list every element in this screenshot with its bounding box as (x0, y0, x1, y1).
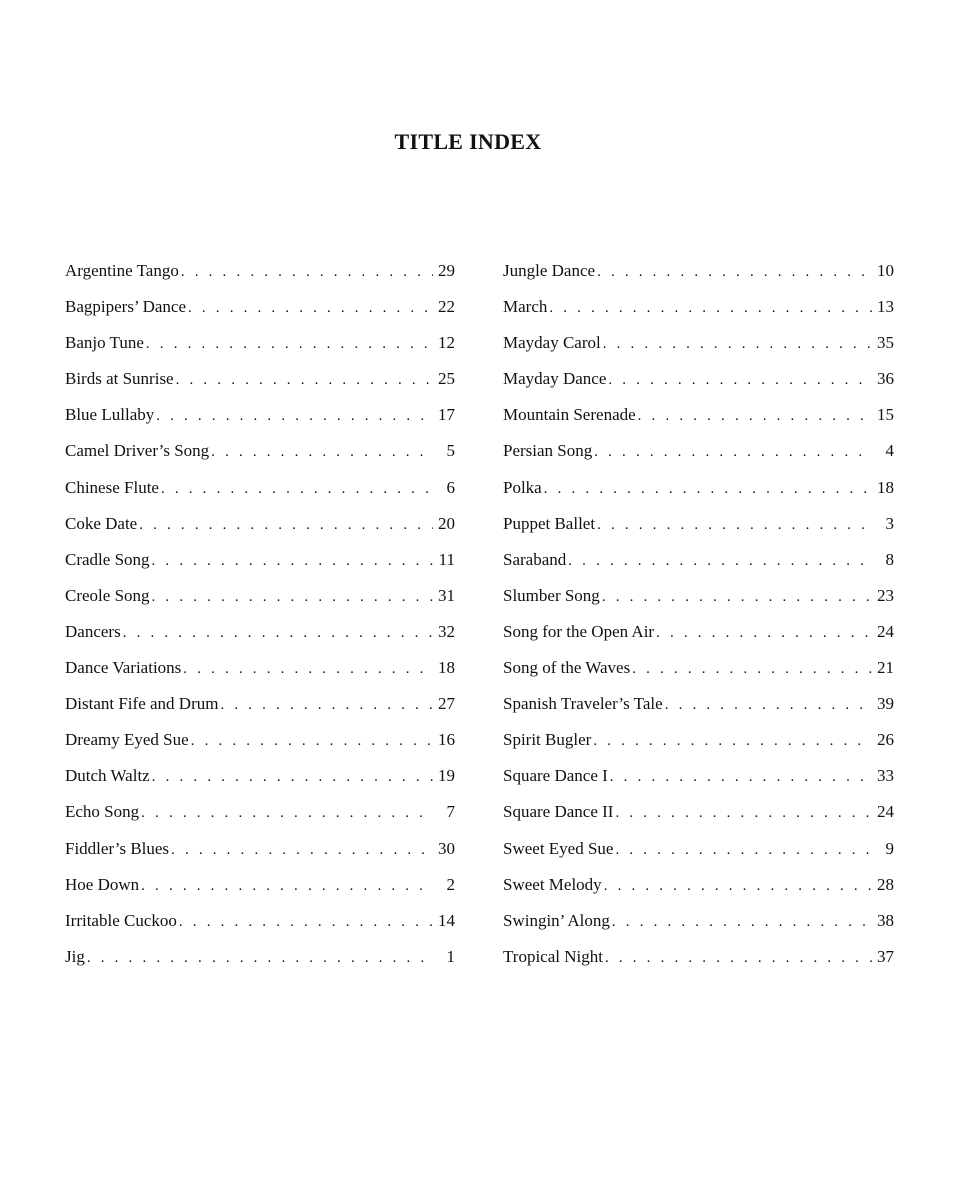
entry-page-number: 23 (877, 585, 894, 605)
entry-title: Birds at Sunrise (65, 369, 174, 389)
index-entry (65, 834, 455, 870)
entry-title: Slumber Song (503, 585, 600, 605)
entry-page-number: 20 (438, 513, 455, 533)
entry-title: Square Dance II (503, 802, 614, 822)
dot-leader (161, 474, 433, 504)
entry-title: Dreamy Eyed Sue (65, 730, 189, 750)
dot-leader (594, 437, 872, 467)
entry-title: Dutch Waltz (65, 766, 150, 786)
index-entry (65, 617, 455, 653)
entry-title: Sweet Melody (503, 874, 602, 894)
index-entry (503, 906, 894, 942)
dot-leader (87, 943, 433, 973)
entry-page-number: 37 (877, 946, 894, 966)
entry-title: Mayday Carol (503, 333, 601, 353)
index-entry (503, 761, 894, 797)
entry-page-number: 18 (877, 477, 894, 497)
entry-page-number: 10 (877, 261, 894, 280)
entry-page-number: 26 (877, 730, 894, 750)
dot-leader (141, 871, 433, 901)
dot-leader (156, 401, 433, 431)
entry-title: Spirit Bugler (503, 730, 592, 750)
entry-page-number: 21 (877, 658, 894, 678)
dot-leader (188, 293, 433, 323)
index-entry (65, 942, 455, 978)
entry-title: Dance Variations (65, 658, 182, 678)
entry-title: Polka (503, 477, 542, 497)
entry-page-number: 38 (877, 910, 894, 930)
entry-page-number: 19 (438, 766, 455, 786)
entry-title: Echo Song (65, 802, 140, 822)
entry-title: Camel Driver’s Song (65, 441, 210, 461)
index-entry (503, 509, 894, 545)
index-entry (65, 653, 455, 689)
dot-leader (593, 726, 872, 756)
index-entry (65, 761, 455, 797)
index-entry (503, 581, 894, 617)
dot-leader (220, 690, 433, 720)
index-entry (503, 942, 894, 978)
entry-title: Blue Lullaby (65, 405, 155, 425)
entry-page-number: 3 (885, 513, 894, 533)
dot-leader (597, 257, 872, 287)
entry-page-number: 15 (877, 405, 894, 425)
dot-leader (665, 690, 872, 720)
dot-leader (123, 618, 433, 648)
entry-page-number: 12 (438, 333, 455, 353)
dot-leader (632, 654, 872, 684)
entry-title: Creole Song (65, 585, 150, 605)
dot-leader (139, 510, 433, 540)
entry-page-number: 9 (885, 838, 894, 858)
entry-page-number: 31 (438, 585, 455, 605)
dot-leader (183, 654, 433, 684)
entry-page-number: 35 (877, 333, 894, 353)
entry-title: Song for the Open Air (503, 621, 655, 641)
index-entry (65, 725, 455, 761)
entry-page-number: 17 (438, 405, 455, 425)
index-entry (503, 436, 894, 472)
index-entry (65, 436, 455, 472)
entry-title: Mountain Serenade (503, 405, 636, 425)
entry-page-number: 1 (446, 946, 455, 966)
dot-leader (610, 762, 872, 792)
entry-page-number: 6 (446, 477, 455, 497)
entry-page-number: 8 (885, 549, 894, 569)
entry-title: Cradle Song (65, 549, 150, 569)
dot-leader (603, 329, 872, 359)
entry-title: Bagpipers’ Dance (65, 297, 186, 317)
entry-title: Coke Date (65, 513, 138, 533)
entry-title: Chinese Flute (65, 477, 159, 497)
entry-title: Tropical Night (503, 946, 603, 966)
entry-page-number: 30 (438, 838, 455, 858)
dot-leader (191, 726, 433, 756)
index-entry (65, 364, 455, 400)
entry-title: March (503, 297, 548, 317)
index-column-right (503, 256, 894, 978)
entry-title: Square Dance I (503, 766, 608, 786)
index-entry (65, 545, 455, 581)
entry-page-number: 4 (885, 441, 894, 461)
entry-title: Swingin’ Along (503, 910, 610, 930)
dot-leader (638, 401, 872, 431)
entry-page-number: 13 (877, 297, 894, 317)
dot-leader (181, 257, 433, 287)
dot-leader (176, 365, 433, 395)
entry-page-number: 11 (438, 549, 455, 569)
entry-page-number: 24 (877, 802, 894, 822)
index-entry (65, 581, 455, 617)
dot-leader (615, 798, 872, 828)
dot-leader (146, 329, 433, 359)
index-entry (503, 328, 894, 364)
dot-leader (612, 907, 872, 937)
entry-title: Irritable Cuckoo (65, 910, 177, 930)
index-entry (65, 292, 455, 328)
entry-page-number: 36 (877, 369, 894, 389)
dot-leader (608, 365, 872, 395)
index-entry (503, 473, 894, 509)
dot-leader (605, 943, 872, 973)
entry-title: Banjo Tune (65, 333, 144, 353)
entry-title: Argentine Tango (65, 261, 179, 280)
entry-page-number: 22 (438, 297, 455, 317)
index-entry (65, 797, 455, 833)
entry-title: Fiddler’s Blues (65, 838, 170, 858)
index-entry (65, 256, 455, 292)
entry-page-number: 33 (877, 766, 894, 786)
dot-leader (211, 437, 433, 467)
dot-leader (141, 798, 433, 828)
index-entry (503, 653, 894, 689)
dot-leader (152, 582, 433, 612)
index-entry (65, 906, 455, 942)
dot-leader (171, 835, 433, 865)
index-entry (503, 292, 894, 328)
dot-leader (615, 835, 872, 865)
entry-title: Jig (65, 946, 85, 966)
entry-title: Song of the Waves (503, 658, 631, 678)
entry-title: Distant Fife and Drum (65, 694, 219, 714)
entry-page-number: 24 (877, 621, 894, 641)
dot-leader (568, 546, 872, 576)
index-entry (503, 870, 894, 906)
index-entry (503, 834, 894, 870)
entry-title: Persian Song (503, 441, 593, 461)
index-entry (503, 725, 894, 761)
index-entry (503, 689, 894, 725)
index-entry (503, 400, 894, 436)
index-entry (503, 545, 894, 581)
dot-leader (656, 618, 872, 648)
dot-leader (152, 546, 433, 576)
entry-title: Puppet Ballet (503, 513, 596, 533)
entry-title: Hoe Down (65, 874, 140, 894)
entry-page-number: 29 (438, 261, 455, 280)
index-entry (503, 617, 894, 653)
index-column-left (65, 256, 455, 978)
entry-title: Dancers (65, 621, 121, 641)
dot-leader (602, 582, 872, 612)
entry-page-number: 5 (446, 441, 455, 461)
dot-leader (549, 293, 872, 323)
entry-page-number: 14 (438, 910, 455, 930)
entry-page-number: 28 (877, 874, 894, 894)
entry-page-number: 7 (446, 802, 455, 822)
entry-page-number: 25 (438, 369, 455, 389)
index-entry (65, 400, 455, 436)
entry-title: Saraband (503, 549, 567, 569)
entry-title: Sweet Eyed Sue (503, 838, 614, 858)
index-entry (503, 797, 894, 833)
entry-page-number: 16 (438, 730, 455, 750)
index-entry (65, 870, 455, 906)
dot-leader (604, 871, 872, 901)
entry-title: Mayday Dance (503, 369, 607, 389)
entry-page-number: 32 (438, 621, 455, 641)
dot-leader (597, 510, 872, 540)
index-entry (503, 364, 894, 400)
entry-title: Jungle Dance (503, 261, 596, 280)
entry-page-number: 39 (877, 694, 894, 714)
index-entry (65, 328, 455, 364)
index-entry (65, 509, 455, 545)
index-entry (65, 473, 455, 509)
dot-leader (179, 907, 433, 937)
entry-page-number: 18 (438, 658, 455, 678)
entry-page-number: 27 (438, 694, 455, 714)
dot-leader (544, 474, 872, 504)
index-entry (503, 256, 894, 292)
index-entry (65, 689, 455, 725)
dot-leader (152, 762, 433, 792)
entry-page-number: 2 (446, 874, 455, 894)
page-title: TITLE INDEX (394, 129, 542, 154)
entry-title: Spanish Traveler’s Tale (503, 694, 663, 714)
